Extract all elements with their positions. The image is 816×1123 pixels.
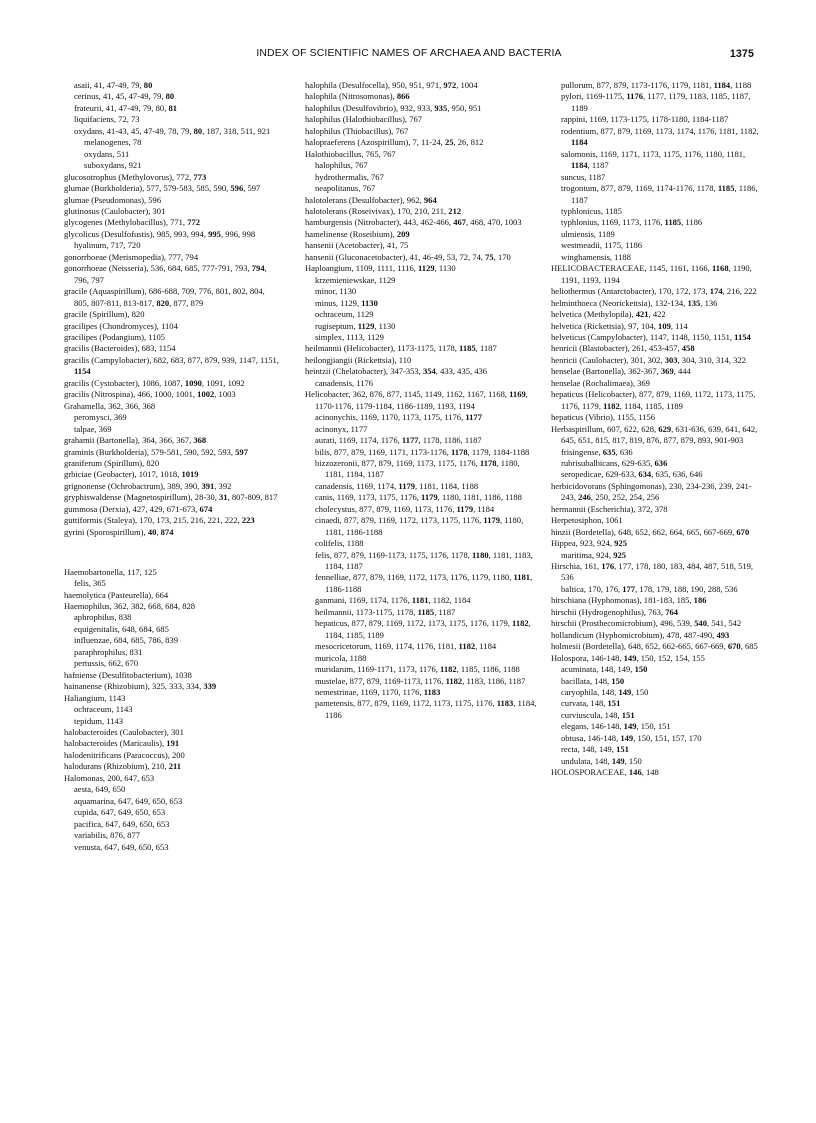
index-subentry: bizzozeronii, 877, 879, 1169, 1173, 1175, 1176, 1178, 1180, 1181, 1184, 1187 <box>315 457 520 480</box>
index-subentry: neapolitanus, 767 <box>315 183 376 194</box>
index-subentry: typhlonicus, 1185 <box>561 205 622 216</box>
index-subentry: canis, 1169, 1173, 1175, 1176, 1179, 1180, 1181, 1186, 1188 <box>315 492 522 503</box>
index-entry: hamburgensis (Nitrobacter), 443, 462-466, 467, 468, 470, 1003 <box>305 217 522 228</box>
index-entry: hepaticus (Helicobacter), 877, 879, 1169, 1172, 1173, 1175, 1176, 1179, 1182, 1184, 1185, 1189 <box>551 389 756 411</box>
index-subentry: suncus, 1187 <box>561 171 606 182</box>
index-entry: halobacteroides (Maricaulis), 191 <box>64 738 180 749</box>
index-subentry: oxydans, 41-43, 45, 47-49, 78, 79, 80, 187, 318, 511, 921 <box>74 125 271 136</box>
index-subentry: pametensis, 877, 879, 1169, 1172, 1173, 1175, 1176, 1183, 1184, 1186 <box>315 698 537 720</box>
index-subentry: mustelae, 877, 879, 1169-1173, 1176, 1182, 1183, 1186, 1187 <box>315 675 526 686</box>
index-entry: heilmannii (Helicobacter), 1173-1175, 1178, 1185, 1187 <box>305 343 497 354</box>
index-entry: gyrini (Sporospirillum), 40, 874 <box>64 526 174 537</box>
index-subentry: cinaedi, 877, 879, 1169, 1172, 1173, 1175, 1176, 1179, 1180, 1181, 1186-1188 <box>315 515 524 537</box>
index-subentry: ochraceum, 1143 <box>74 704 133 715</box>
index-subentry: typhlonius, 1169, 1173, 1176, 1185, 1186 <box>561 217 703 228</box>
index-entry: Herpetosiphon, 1061 <box>551 515 623 526</box>
index-entry: glutinosus (Caulobacter), 301 <box>64 205 166 216</box>
index-entry: Hirschia, 161, 176, 177, 178, 180, 183, 484, 487, 518, 519, 536 <box>551 561 754 583</box>
index-subentry: variabilis, 876, 877 <box>74 830 140 841</box>
page-number: 1375 <box>729 48 754 60</box>
index-subentry: suboxydans, 921 <box>84 160 142 171</box>
index-subentry: aphrophilus, 838 <box>74 612 132 623</box>
index-entry: glucosotrophus (Methylovorus), 772, 773 <box>64 171 207 182</box>
index-subentry: pylori, 1169-1175, 1176, 1177, 1179, 1183, 1185, 1187, 1189 <box>561 91 751 113</box>
index-entry: hamelinense (Roseibium), 209 <box>305 228 410 239</box>
index-subentry: cupida, 647, 649, 650, 653 <box>74 807 166 818</box>
index-entry: gracilis (Nitrospina), 466, 1000, 1001, 1002, 1003 <box>64 389 236 400</box>
index-subentry: canadensis, 1169, 1174, 1179, 1181, 1184, 1188 <box>315 480 479 491</box>
index-entry: glycolicus (Desulfofustis), 985, 993, 994, 995, 996, 998 <box>64 228 256 239</box>
index-entry: HOLOSPORACEAE, 146, 148 <box>551 767 659 778</box>
index-entry: haemolytica (Pasteurella), 664 <box>64 589 169 600</box>
index-subentry: cholecystus, 877, 879, 1169, 1173, 1176, 1179, 1184 <box>315 503 495 514</box>
index-subentry: frateurii, 41, 47-49, 79, 80, 81 <box>74 102 178 113</box>
index-entry: hirschiana (Hyphomonas), 181-183, 185, 186 <box>551 595 707 606</box>
index-entry: hainanense (Rhizobium), 325, 333, 334, 339 <box>64 681 217 692</box>
index-subentry: venusta, 647, 649, 650, 653 <box>74 841 169 852</box>
index-subentry: felis, 365 <box>74 578 106 589</box>
index-entry: heintzii (Chelatobacter), 347-353, 354, 433, 435, 436 <box>305 366 488 377</box>
index-column-2 <box>305 80 539 721</box>
index-entry: Haploangium, 1109, 1111, 1116, 1129, 1130 <box>305 263 456 274</box>
index-subentry: winghamensis, 1188 <box>561 251 631 262</box>
index-subentry: salomonis, 1169, 1171, 1173, 1175, 1176, 1180, 1181, 1184, 1187 <box>561 148 746 171</box>
index-subentry: hydrothermalis, 767 <box>315 171 384 182</box>
index-subentry: acinonychis, 1169, 1170, 1173, 1175, 1176, 1177 <box>315 412 482 423</box>
index-subentry: asaii, 41, 47-49, 79, 80 <box>74 80 153 90</box>
index-subentry: elegans, 146-148, 149, 150, 151 <box>561 721 671 732</box>
index-column-1 <box>64 80 279 853</box>
index-subentry: recta, 148, 149, 151 <box>561 744 629 755</box>
index-entry: halodenitrificans (Paracoccus), 200 <box>64 749 185 760</box>
index-entry: hafniense (Desulfitobacterium), 1038 <box>64 669 192 680</box>
index-entry: hinzii (Bordetella), 648, 652, 662, 664, 665, 667-669, 670 <box>551 526 750 537</box>
index-subentry: trogontum, 877, 879, 1169, 1174-1176, 1178, 1185, 1186, 1187 <box>561 183 758 205</box>
index-entry: gracilipes (Podangium), 1105 <box>64 331 166 342</box>
index-subentry: pullorum, 877, 879, 1173-1176, 1179, 1181, 1184, 1188 <box>561 80 752 90</box>
index-entry: glumae (Burkholderia), 577, 579-583, 585, 590, 596, 597 <box>64 183 261 194</box>
index-entry: halophila (Desulfocella), 950, 951, 971, 972, 1004 <box>305 80 478 90</box>
index-entry: henselae (Rochalimaea), 369 <box>551 377 650 388</box>
index-entry: Herbaspirillum, 607, 622, 628, 629, 631-636, 639, 641, 642, 645, 651, 815, 817, 819, 876, 877, 879, 893, 901-903 <box>551 423 758 446</box>
index-entry: halobacteroides (Caulobacter), 301 <box>64 727 184 737</box>
running-title: INDEX OF SCIENTIFIC NAMES OF ARCHAEA AND BACTERIA <box>256 48 562 59</box>
index-entry: Helicobacter, 362, 876, 877, 1145, 1149, 1162, 1167, 1168, 1169, 1170-1176, 1179-1184, 1186-1189, 1193, 1194 <box>305 389 528 411</box>
index-entry: Halothiobacillus, 765, 767 <box>305 148 396 159</box>
index-entry: halophilus (Halothiobacillus), 767 <box>305 114 423 125</box>
index-subentry: peromysci, 369 <box>74 412 127 423</box>
index-entry: Halomonas, 200, 647, 653 <box>64 772 155 783</box>
index-entry: Haemobartonella, 117, 125 <box>64 566 157 577</box>
index-entry: gummosa (Derxia), 427, 429, 671-673, 674 <box>64 503 213 514</box>
index-entry: hansenii (Acetobacter), 41, 75 <box>305 240 409 251</box>
index-subentry: canadensis, 1176 <box>315 377 374 388</box>
index-entry: hirschii (Hydrogenophilus), 763, 764 <box>551 606 679 617</box>
index-subentry: minus, 1129, 1130 <box>315 297 378 308</box>
index-subentry: equigenitalis, 648, 684, 685 <box>74 623 169 634</box>
index-subentry: seropedicae, 629-633, 634, 635, 636, 646 <box>561 469 703 480</box>
index-entry: gracilipes (Chondromyces), 1104 <box>64 320 178 331</box>
index-subentry: baltica, 170, 176, 177, 178, 179, 188, 190, 288, 536 <box>561 583 738 594</box>
index-subentry: oxydans, 511 <box>84 148 130 159</box>
index-entry: hollandicum (Hyphomicrobium), 478, 487-490, 493 <box>551 629 730 640</box>
index-subentry: undulata, 148, 149, 150 <box>561 755 642 766</box>
index-subentry: simplex, 1113, 1129 <box>315 331 384 342</box>
index-entry: hermannii (Escherichia), 372, 378 <box>551 503 668 514</box>
index-subentry: heilmannii, 1173-1175, 1178, 1185, 1187 <box>315 606 456 617</box>
index-entry: gryphiswaldense (Magnetospirillum), 28-30, 31, 807-809, 817 <box>64 492 278 503</box>
index-entry: gracilis (Campylobacter), 682, 683, 877, 879, 939, 1147, 1151, 1154 <box>64 354 279 377</box>
index-subentry: pertussis, 662, 670 <box>74 658 139 669</box>
index-entry: henricii (Caulobacter), 301, 302, 303, 304, 310, 314, 322 <box>551 354 746 365</box>
index-subentry: curvata, 148, 151 <box>561 698 621 709</box>
index-subentry: aurati, 1169, 1174, 1176, 1177, 1178, 1186, 1187 <box>315 435 482 446</box>
index-subentry: bacillata, 148, 150 <box>561 675 625 686</box>
index-subentry: cerinus, 41, 45, 47-49, 79, 80 <box>74 91 175 102</box>
index-subentry: talpae, 369 <box>74 423 112 434</box>
index-entry: graminis (Burkholderia), 579-581, 590, 592, 593, 597 <box>64 446 248 457</box>
index-entry: Haliangium, 1143 <box>64 692 126 703</box>
index-entry: grignonense (Ochrobactrum), 389, 390, 391, 392 <box>64 480 232 491</box>
index-subentry: curviuscula, 148, 151 <box>561 709 635 720</box>
index-entry: grahamii (Bartonella), 364, 366, 367, 368 <box>64 435 207 446</box>
index-entry: graniferum (Spirillum), 820 <box>64 457 160 468</box>
index-subentry: halophilus, 767 <box>315 160 368 171</box>
index-entry: henselae (Bartonella), 362-367, 369, 444 <box>551 366 691 377</box>
index-subentry: influenzae, 684, 685, 786, 839 <box>74 635 178 646</box>
index-subentry: westmeadii, 1175, 1186 <box>561 240 643 251</box>
index-subentry: acinonyx, 1177 <box>315 423 368 434</box>
index-subentry: rubrisubalbicans, 629-635, 636 <box>561 457 668 468</box>
index-entry: hepaticus (Vibrio), 1155, 1156 <box>551 412 656 423</box>
index-entry: halophilus (Thiobacillus), 767 <box>305 125 409 136</box>
index-entry: henricii (Blastobacter), 261, 453-457, 458 <box>551 343 695 354</box>
index-subentry: aesta, 649, 650 <box>74 784 126 795</box>
index-entry: heliothermus (Antarctobacter), 170, 172, 173, 174, 216, 222 <box>551 286 757 297</box>
index-entry: helveticus (Campylobacter), 1147, 1148, 1150, 1151, 1154 <box>551 331 751 342</box>
index-entry: gracile (Aquaspirillum), 686-688, 709, 776, 801, 802, 804, 805, 807-811, 813-817, 820, 877, 879 <box>64 286 265 308</box>
index-entry: glycogenes (Methylobacillus), 771, 772 <box>64 217 201 228</box>
index-subentry: krzemieniewskae, 1129 <box>315 274 396 285</box>
index-subentry: colifelis, 1188 <box>315 538 364 549</box>
index-entry: gracile (Spirillum), 820 <box>64 309 145 320</box>
index-entry: halopraeferens (Azospirillum), 7, 11-24, 25, 26, 812 <box>305 137 484 148</box>
index-subentry: rodentium, 877, 879, 1169, 1173, 1174, 1176, 1181, 1182, 1184 <box>561 125 759 148</box>
index-entry: helminthoeca (Neorickettsia), 132-134, 135, 136 <box>551 297 718 308</box>
index-subentry: obtusa, 146-148, 149, 150, 151, 157, 170 <box>561 732 702 743</box>
index-subentry: acuminata, 148, 149, 150 <box>561 664 648 675</box>
index-entry: Holospora, 146-148, 149, 150, 152, 154, 155 <box>551 652 705 663</box>
index-subentry: hyalinum, 717, 720 <box>74 240 141 251</box>
index-entry: halophilus (Desulfovibrio), 932, 933, 935, 950, 951 <box>305 102 482 113</box>
index-subentry: frisingense, 635, 636 <box>561 446 633 457</box>
index-entry: gonorrhoeae (Merismopedia), 777, 794 <box>64 251 199 262</box>
index-subentry: aquamarina, 647, 649, 650, 653 <box>74 795 183 806</box>
index-subentry: muricola, 1188 <box>315 652 367 663</box>
index-entry: gracilis (Cystobacter), 1086, 1087, 1090, 1091, 1092 <box>64 377 245 388</box>
index-entry: hansenii (Gluconacetobacter), 41, 46-49, 53, 72, 74, 75, 170 <box>305 251 511 262</box>
index-entry: heilongjiangii (Rickettsia), 110 <box>305 354 412 365</box>
index-entry: Grahamella, 362, 366, 368 <box>64 400 156 411</box>
index-subentry: bilis, 877, 879, 1169, 1171, 1173-1176, 1178, 1179, 1184-1188 <box>315 446 530 457</box>
index-subentry: paraphrophilus, 831 <box>74 646 143 657</box>
page-header <box>64 48 754 64</box>
index-entry: Haemophilus, 362, 382, 668, 684, 828 <box>64 601 196 612</box>
index-entry: helvetica (Rickettsia), 97, 104, 109, 114 <box>551 320 688 331</box>
index-subentry: felis, 877, 879, 1169-1173, 1175, 1176, 1178, 1180, 1181, 1183, 1184, 1187 <box>315 549 533 572</box>
index-subentry: liquifaciens, 72, 73 <box>74 114 140 125</box>
index-entry: halophila (Nitrosomonas), 866 <box>305 91 410 102</box>
index-subentry: mesocricetorum, 1169, 1174, 1176, 1181, 1182, 1184 <box>315 641 497 652</box>
index-subentry: hepaticus, 877, 879, 1169, 1172, 1173, 1175, 1176, 1179, 1182, 1184, 1185, 1189 <box>315 618 531 640</box>
index-entry: Hippea, 923, 924, 925 <box>551 538 627 549</box>
index-entry: halotolerans (Roseivivax), 170, 210, 211, 212 <box>305 205 462 216</box>
index-subentry: ulmiensis, 1189 <box>561 228 615 239</box>
index-subentry: caryophila, 148, 149, 150 <box>561 687 649 698</box>
index-subentry: pacifica, 647, 649, 650, 653 <box>74 818 170 829</box>
index-entry: halodurans (Rhizobium), 210, 211 <box>64 761 182 772</box>
index-subentry: ochraceum, 1129 <box>315 309 374 320</box>
index-entry: halotolerans (Desulfobacter), 962, 964 <box>305 194 437 205</box>
index-entry: gonorrhoeae (Neisseria), 536, 684, 685, 777-791, 793, 794, 796, 797 <box>64 263 267 285</box>
index-entry: gracilis (Bacteroides), 683, 1154 <box>64 343 176 354</box>
index-subentry: melanogenes, 78 <box>84 137 142 148</box>
index-subentry: rugiseptum, 1129, 1130 <box>315 320 396 331</box>
index-entry: holmesii (Bordetella), 648, 652, 662-665, 667-669, 670, 685 <box>551 641 758 652</box>
index-entry: glumae (Pseudomonas), 596 <box>64 194 162 205</box>
entry-gap <box>64 547 279 558</box>
index-subentry: fennelliae, 877, 879, 1169, 1172, 1173, 1176, 1179, 1180, 1181, 1186-1188 <box>315 572 533 594</box>
index-entry: grbiciae (Geobacter), 1017, 1018, 1019 <box>64 469 199 480</box>
index-entry: hirschii (Prosthecomicrobium), 496, 539, 540, 541, 542 <box>551 618 742 629</box>
index-subentry: nemestrinae, 1169, 1170, 1176, 1183 <box>315 687 441 698</box>
index-subentry: maritima, 924, 925 <box>561 549 627 560</box>
index-subentry: tepidum, 1143 <box>74 715 124 726</box>
index-subentry: minor, 1130 <box>315 286 357 297</box>
index-entry: HELICOBACTERACEAE, 1145, 1161, 1166, 1168, 1190, 1191, 1193, 1194 <box>551 263 752 285</box>
index-entry: herbicidovorans (Sphingomonas), 230, 234-236, 239, 241-243, 246, 250, 252, 254, 256 <box>551 480 752 503</box>
index-subentry: muridarum, 1169-1171, 1173, 1176, 1182, 1185, 1186, 1188 <box>315 664 520 675</box>
index-entry: helvetica (Methylopila), 421, 422 <box>551 309 666 320</box>
index-subentry: ganmani, 1169, 1174, 1176, 1181, 1182, 1184 <box>315 595 471 606</box>
index-column-3 <box>551 80 759 779</box>
index-subentry: rappini, 1169, 1173-1175, 1178-1180, 1184-1187 <box>561 114 729 125</box>
index-entry: guttiformis (Staleya), 170, 173, 215, 216, 221, 222, 223 <box>64 515 255 526</box>
